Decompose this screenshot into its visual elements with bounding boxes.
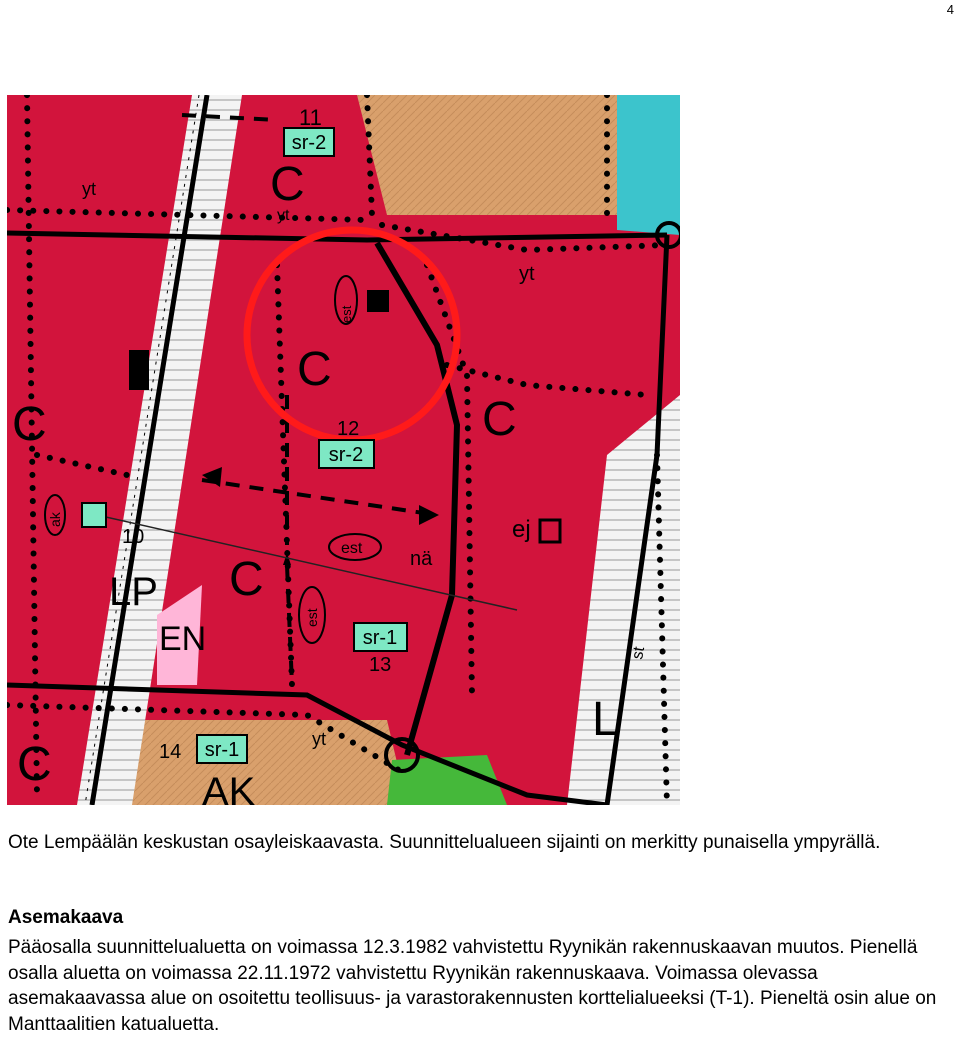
label-c-sw: C [229, 553, 264, 606]
label-c-bottom: C [17, 738, 52, 791]
label-c-center: C [297, 343, 332, 396]
master-plan-map [7, 95, 680, 805]
label-yt-east: yt [519, 263, 535, 285]
section-heading: Asemakaava [8, 907, 124, 928]
label-na: nä [410, 548, 433, 570]
sr1-bottom-label: sr-1 [204, 739, 240, 761]
body-paragraph: Pääosalla suunnittelualuetta on voimassa 12.3.1982 vahvistettu Ryynikän rakennuskaavan muutos. Pienellä osalla aluetta on voimassa 22.11.1972 vahvistettu Ryynikän rakennuskaava. Voimassa olevassa asemakaavassa alue on osoitettu teollisuus- ja varastorakennusten korttelialueeksi (T-1). Pieneltä osin alue on Manttaalitien katualuetta. [8, 937, 937, 1035]
label-est-vertical-2: est [339, 305, 354, 323]
label-yt-top: yt [82, 179, 97, 199]
label-num-12: 12 [337, 418, 360, 440]
black-square-marker [367, 290, 389, 312]
label-en: EN [159, 620, 207, 658]
station-marker [129, 350, 149, 390]
label-est-vertical: est [304, 608, 320, 627]
sr2-top-label: sr-2 [291, 132, 327, 154]
label-num-11: 11 [299, 105, 322, 130]
label-c-east: C [482, 393, 517, 446]
label-yt-bottom: yt [312, 729, 327, 749]
label-ej: ej [512, 516, 531, 543]
label-c-west: C [12, 398, 47, 451]
label-ak-left: ak [47, 512, 63, 527]
label-yt-small: yt [277, 207, 290, 224]
label-c-nw: C [270, 158, 305, 211]
sr2-mid-label: sr-2 [328, 444, 364, 466]
page-number: 4 [946, 2, 954, 17]
map-svg [7, 95, 680, 805]
label-num-14: 14 [159, 741, 182, 763]
label-lp: LP [109, 570, 158, 614]
label-est-horizontal: est [341, 540, 363, 557]
label-num-10: 10 [122, 526, 145, 548]
label-ak-bottom: AK [202, 770, 256, 805]
water-area [617, 95, 680, 235]
section-body [8, 935, 948, 1037]
label-l-right: L [592, 693, 619, 746]
sr1-mid-label: sr-1 [362, 627, 398, 649]
map-caption: Ote Lempäälän keskustan osayleiskaavasta. Suunnittelualueen sijainti on merkitty punaisella ympyrällä. [8, 832, 881, 853]
label-st: st [629, 645, 649, 661]
label-num-13: 13 [369, 654, 392, 676]
service-square [82, 503, 106, 527]
